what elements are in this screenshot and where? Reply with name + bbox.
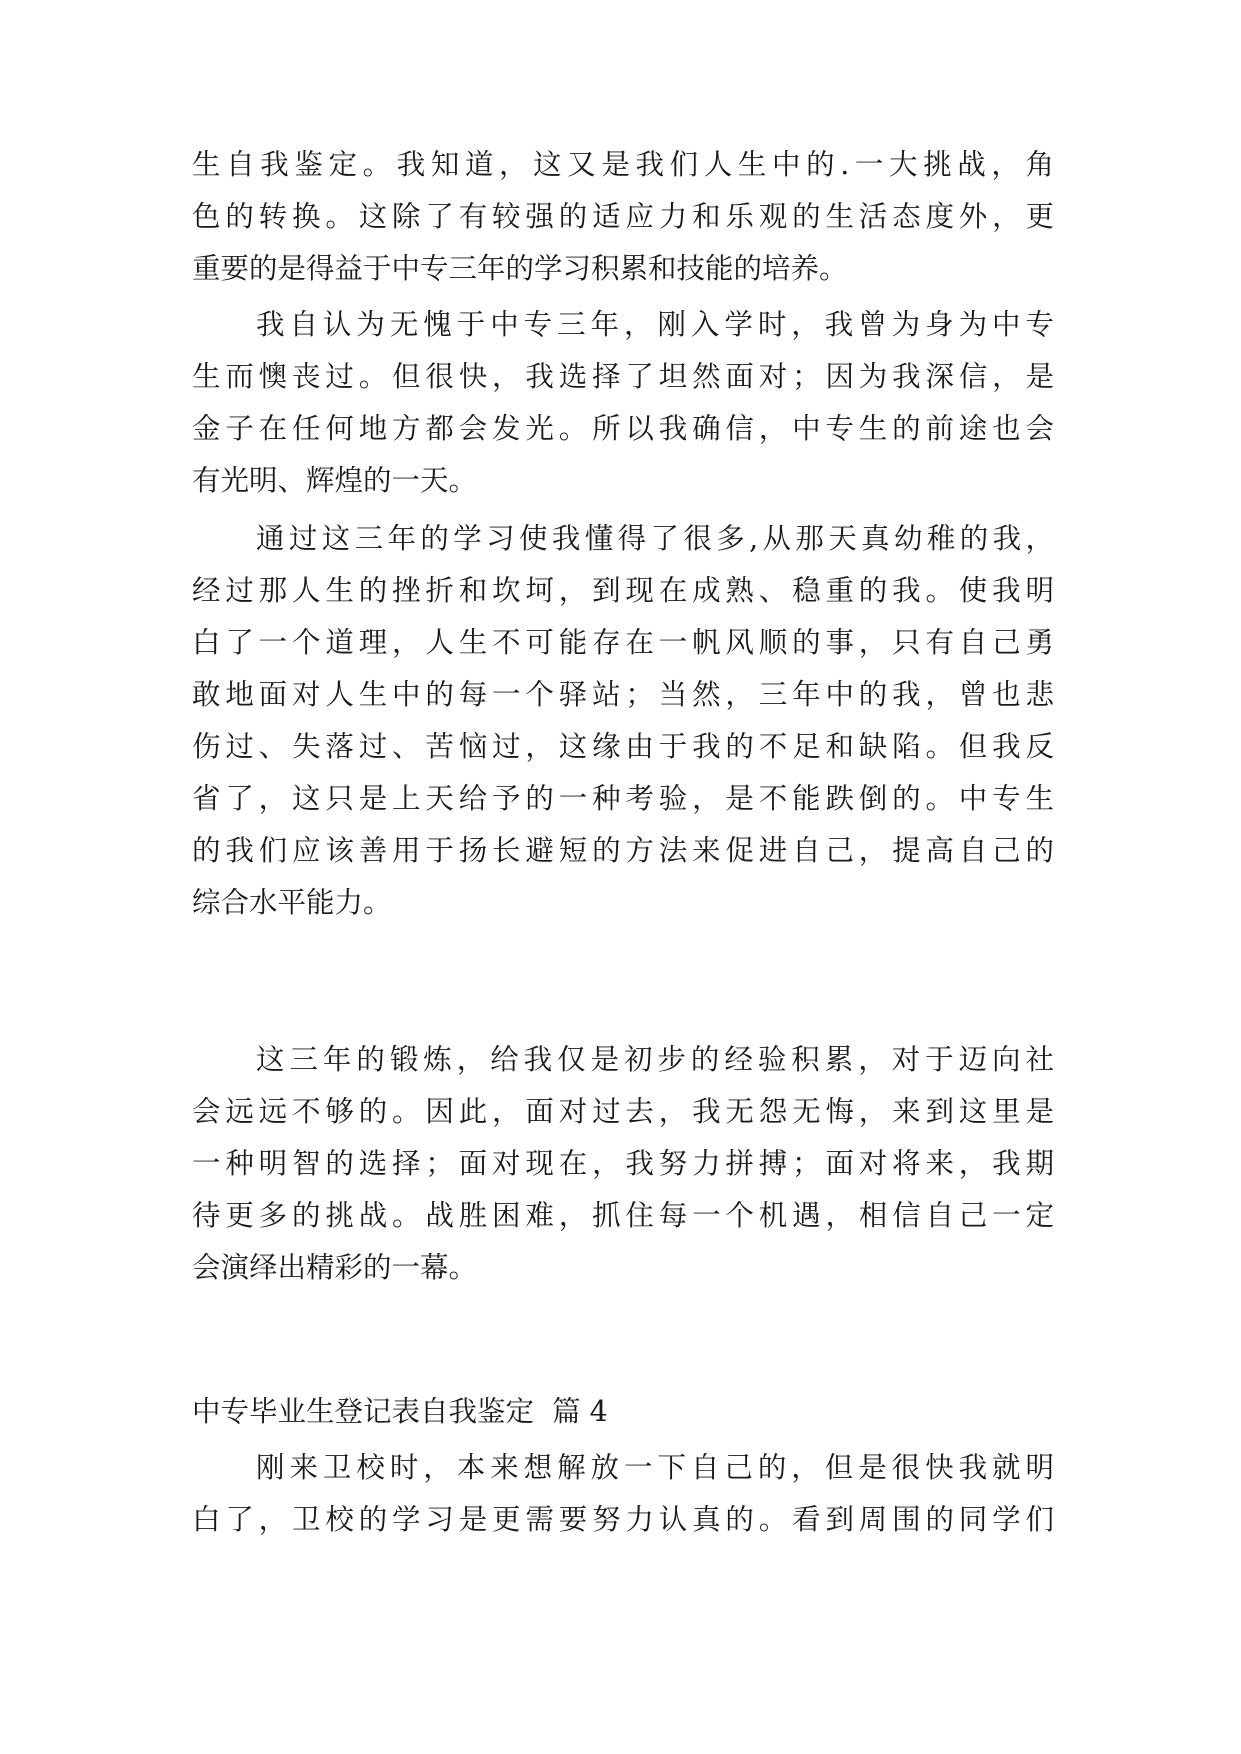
paragraph-line: 一种明智的选择；面对现在，我努力拼搏；面对将来，我期 <box>192 1147 1054 1180</box>
paragraph-line: 有光明、辉煌的一天。 <box>192 464 478 497</box>
paragraph-line: 色的转换。这除了有较强的适应力和乐观的生活态度外，更 <box>192 200 1054 233</box>
paragraph-line: 金子在任何地方都会发光。所以我确信，中专生的前途也会 <box>192 412 1054 445</box>
paragraph-line: 通过这三年的学习使我懂得了很多,从那天真幼稚的我， <box>256 522 1054 555</box>
paragraph-line: 经过那人生的挫折和坎坷，到现在成熟、稳重的我。使我明 <box>192 574 1054 607</box>
paragraph-line: 省了，这只是上天给予的一种考验，是不能跌倒的。中专生 <box>192 782 1054 815</box>
paragraph-line: 待更多的挑战。战胜困难，抓住每一个机遇，相信自己一定 <box>192 1199 1054 1232</box>
paragraph-line: 生而懊丧过。但很快，我选择了坦然面对；因为我深信，是 <box>192 360 1054 393</box>
paragraph-line: 白了一个道理，人生不可能存在一帆风顺的事，只有自己勇 <box>192 626 1054 659</box>
paragraph-line: 的我们应该善用于扬长避短的方法来促进自己，提高自己的 <box>192 834 1054 867</box>
paragraph-line: 这三年的锻炼，给我仅是初步的经验积累，对于迈向社 <box>256 1043 1054 1076</box>
paragraph-line: 会远远不够的。因此，面对过去，我无怨无悔，来到这里是 <box>192 1095 1054 1128</box>
paragraph-line: 白了，卫校的学习是更需要努力认真的。看到周围的同学们 <box>192 1503 1054 1536</box>
paragraph-line: 生自我鉴定。我知道，这又是我们人生中的.一大挑战，角 <box>192 148 1054 181</box>
paragraph-line: 综合水平能力。 <box>192 886 392 919</box>
paragraph-line: 伤过、失落过、苦恼过，这缘由于我的不足和缺陷。但我反 <box>192 730 1054 763</box>
paragraph-line: 会演绎出精彩的一幕。 <box>192 1251 478 1284</box>
paragraph-line: 重要的是得益于中专三年的学习积累和技能的培养。 <box>192 252 848 285</box>
paragraph-line: 刚来卫校时，本来想解放一下自己的，但是很快我就明 <box>256 1451 1054 1484</box>
paragraph-line: 我自认为无愧于中专三年，刚入学时，我曾为身为中专 <box>256 308 1054 341</box>
paragraph-line: 敢地面对人生中的每一个驿站；当然，三年中的我，曾也悲 <box>192 678 1054 711</box>
section-heading: 中专毕业生登记表自我鉴定 篇 4 <box>192 1395 608 1428</box>
